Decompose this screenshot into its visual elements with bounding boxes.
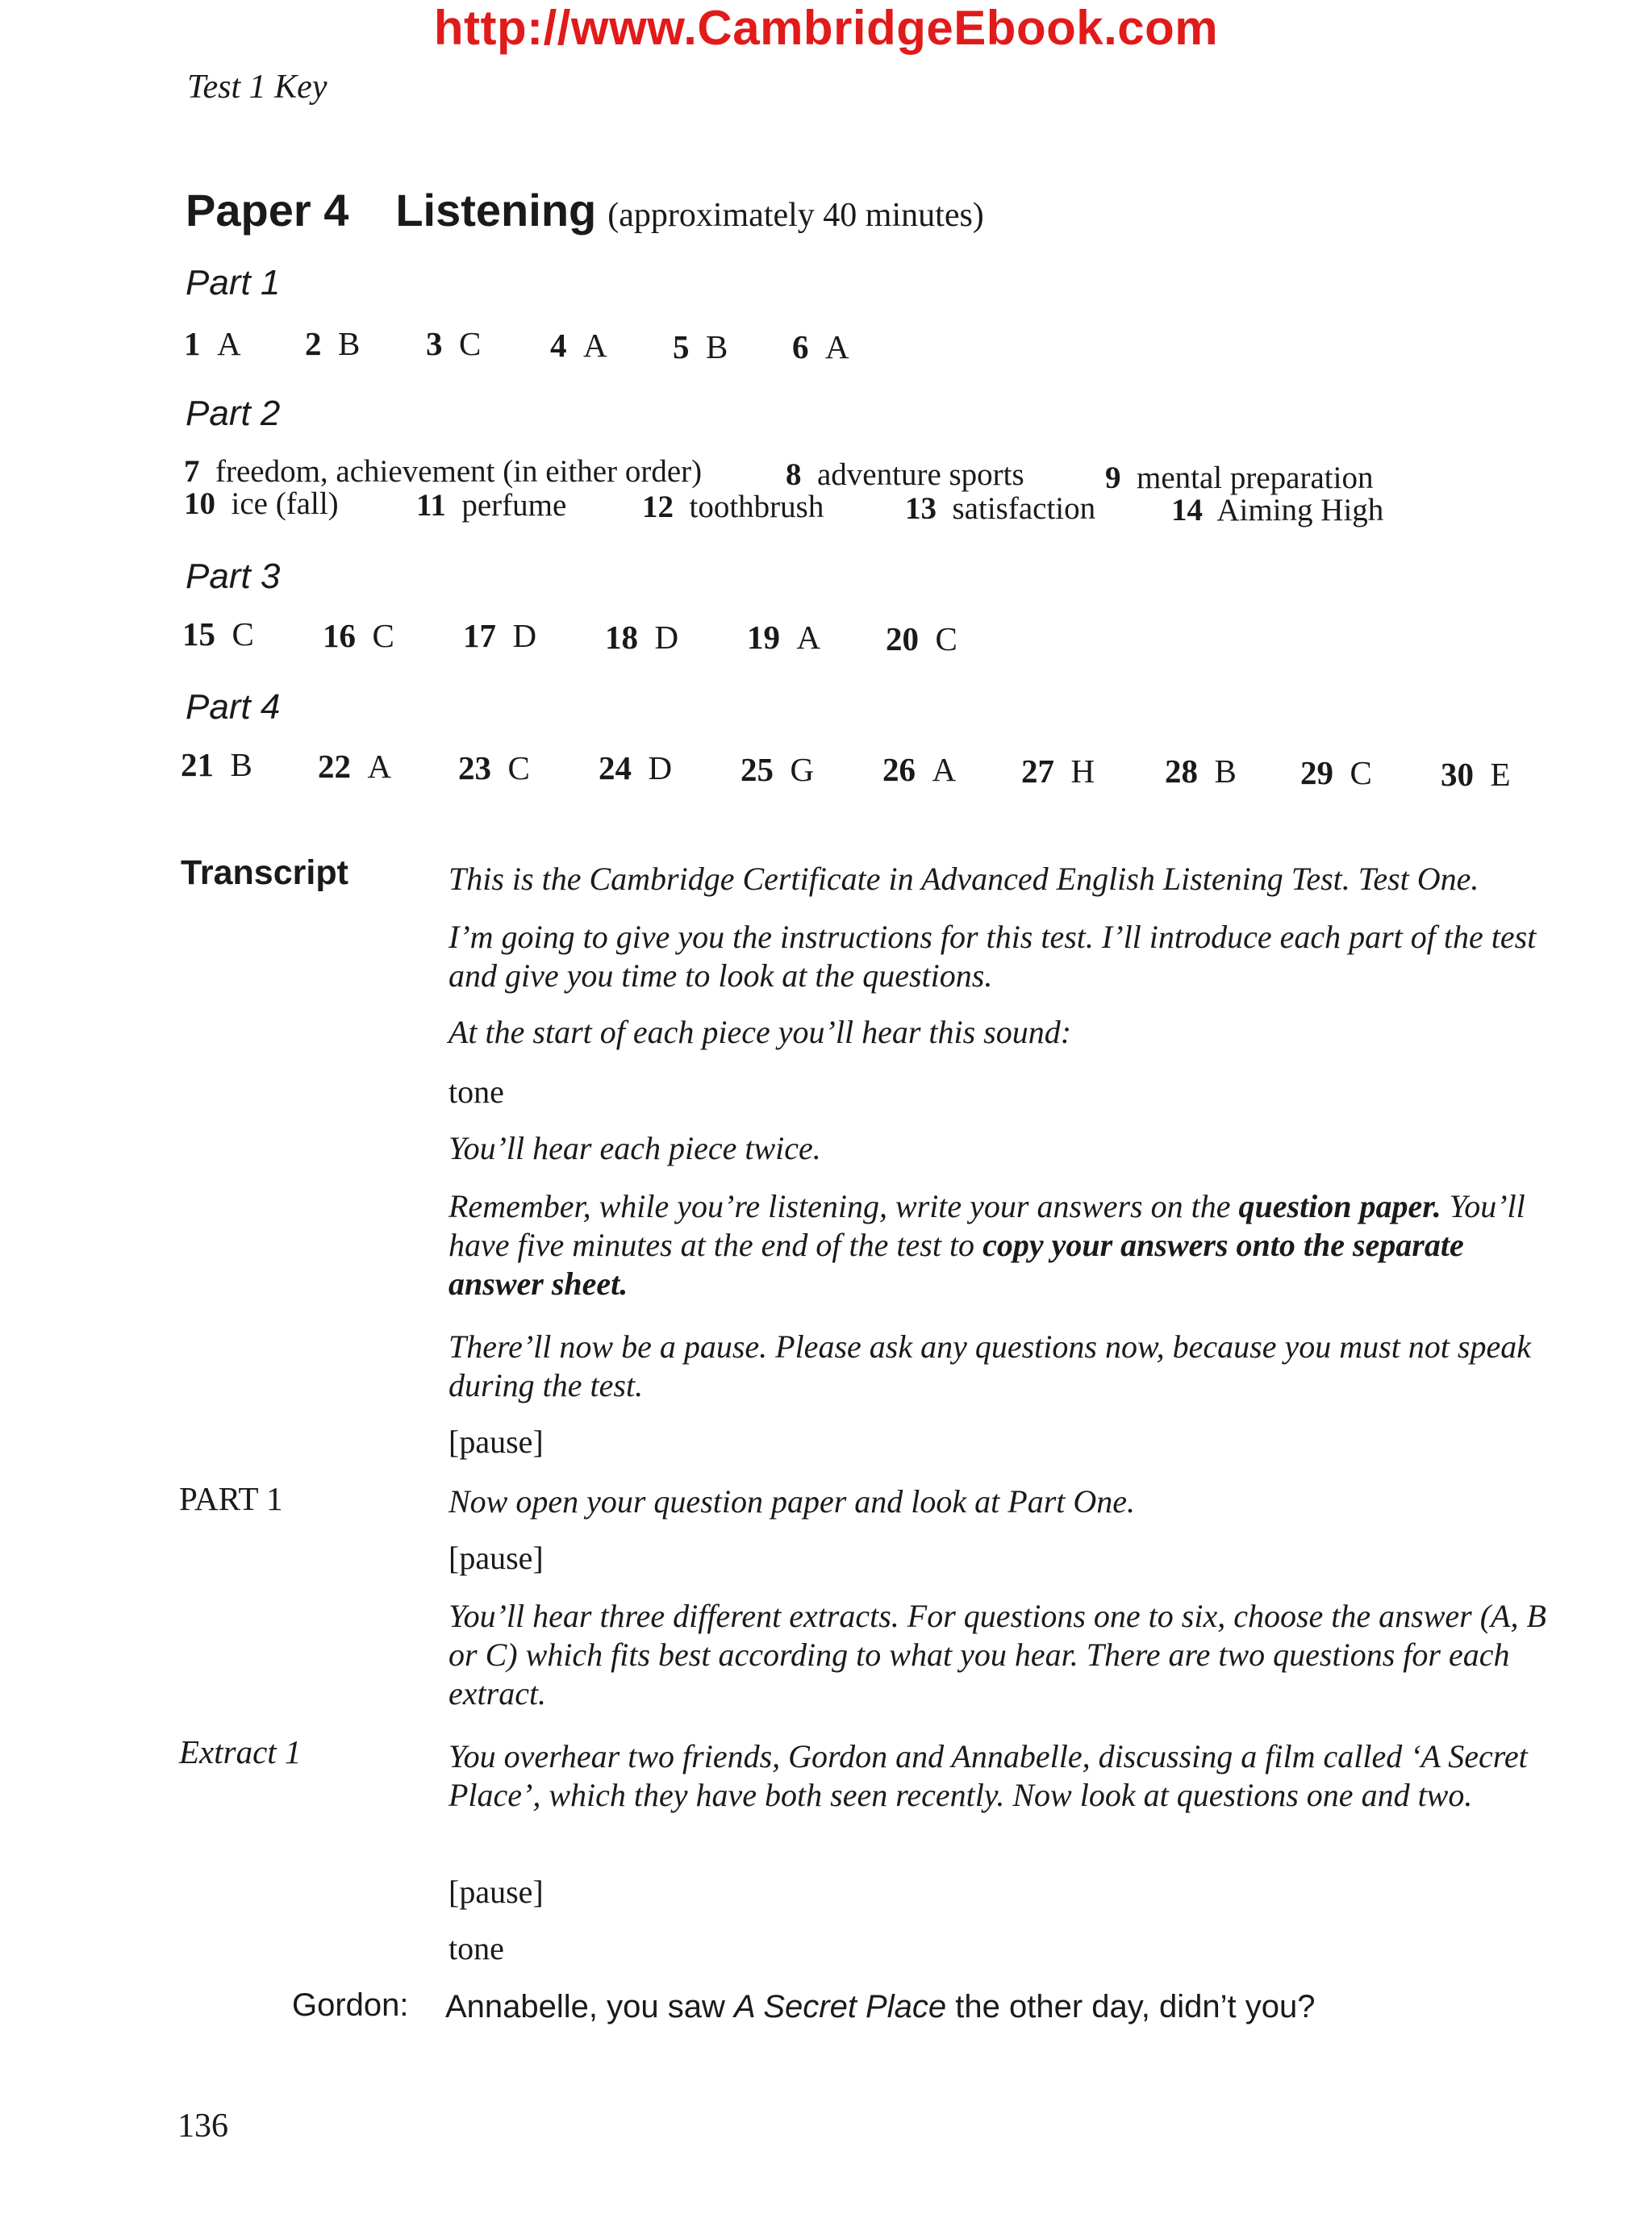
dialogue-line: Annabelle, you saw A Secret Place the other day, didn’t you? bbox=[445, 1989, 1316, 2024]
transcript-paragraph: Remember, while you’re listening, write your answers on the question paper. You’ll have five minutes at the end of the test to copy your answers onto the separate answer sheet. bbox=[448, 1188, 1525, 1302]
answer-item: 4 A bbox=[550, 327, 607, 364]
transcript-paragraph: There’ll now be a pause. Please ask any questions now, because you must not speak during the test. bbox=[448, 1328, 1531, 1403]
answer-item: 12 toothbrush bbox=[642, 490, 824, 524]
transcript-paragraph: At the start of each piece you’ll hear this sound: bbox=[448, 1014, 1072, 1050]
answer-item: 22 A bbox=[318, 748, 392, 785]
transcript-paragraph: You’ll hear three different extracts. For questions one to six, choose the answer (A, B or C) which fits best according to what you hear. There are two questions for each extract. bbox=[448, 1598, 1546, 1712]
answer-item: 17 D bbox=[463, 617, 537, 654]
answer-item: 26 A bbox=[882, 751, 957, 788]
answer-item: 30 E bbox=[1441, 756, 1511, 793]
tone-marker: tone bbox=[448, 1074, 504, 1110]
answer-item: 19 A bbox=[747, 619, 821, 656]
pause-marker: [pause] bbox=[448, 1540, 544, 1576]
answer-item: 21 B bbox=[181, 746, 252, 783]
paper-number: Paper 4 bbox=[186, 185, 349, 236]
answer-item: 24 D bbox=[599, 749, 673, 786]
answer-item: 2 B bbox=[305, 325, 361, 362]
answer-item: 15 C bbox=[182, 615, 254, 653]
page-title bbox=[186, 184, 984, 237]
transcript-paragraph: This is the Cambridge Certificate in Advanced English Listening Test. Test One. bbox=[448, 861, 1479, 897]
extract-label: Extract 1 bbox=[179, 1733, 302, 1770]
tone-marker: tone bbox=[448, 1930, 504, 1966]
answer-item: 16 C bbox=[323, 617, 394, 654]
answer-item: 9 mental preparation bbox=[1105, 461, 1374, 495]
answer-item: 6 A bbox=[792, 328, 849, 365]
transcript-paragraph: You’ll hear each piece twice. bbox=[448, 1130, 821, 1166]
part3-heading: Part 3 bbox=[186, 557, 281, 596]
answer-item: 1 A bbox=[184, 325, 241, 362]
speaker-label: Gordon: bbox=[292, 1987, 409, 2023]
watermark-url: http://www.CambridgeEbook.com bbox=[433, 1, 1219, 55]
answer-item: 11 perfume bbox=[416, 488, 567, 523]
answer-item: 28 B bbox=[1165, 753, 1237, 790]
page-number: 136 bbox=[177, 2108, 228, 2145]
answer-item: 13 satisfaction bbox=[905, 491, 1096, 526]
running-head: Test 1 Key bbox=[187, 69, 327, 106]
pause-marker: [pause] bbox=[448, 1874, 544, 1910]
transcript-paragraph: I’m going to give you the instructions for this test. I’ll introduce each part of the test and give you time to look at the questions. bbox=[448, 919, 1537, 994]
transcript-label: Transcript bbox=[181, 853, 348, 892]
answer-item: 5 B bbox=[673, 328, 728, 365]
answer-item: 29 C bbox=[1300, 754, 1372, 791]
transcript-paragraph: Now open your question paper and look at Part One. bbox=[448, 1483, 1136, 1520]
answer-item: 25 G bbox=[740, 751, 815, 788]
answer-item: 14 Aiming High bbox=[1171, 493, 1384, 527]
transcript-paragraph: You overhear two friends, Gordon and Annabelle, discussing a film called ‘A Secret Place’, which they have both seen recently. Now look at questions one and two. bbox=[448, 1738, 1528, 1813]
section-name: Listening bbox=[395, 185, 597, 236]
answer-item: 3 C bbox=[426, 325, 482, 362]
pause-marker: [pause] bbox=[448, 1424, 544, 1460]
answer-item: 20 C bbox=[886, 620, 957, 657]
part4-heading: Part 4 bbox=[186, 687, 281, 727]
part1-heading: Part 1 bbox=[186, 263, 281, 302]
part2-heading: Part 2 bbox=[186, 394, 281, 433]
answer-item: 27 H bbox=[1021, 753, 1095, 790]
part1-label: PART 1 bbox=[179, 1480, 283, 1517]
answer-item: 18 D bbox=[605, 619, 679, 656]
answer-item: 7 freedom, achievement (in either order) bbox=[184, 454, 703, 489]
answer-item: 23 C bbox=[458, 749, 530, 786]
answer-item: 10 ice (fall) bbox=[184, 486, 339, 521]
duration-note: (approximately 40 minutes) bbox=[607, 197, 984, 234]
answer-item: 8 adventure sports bbox=[786, 457, 1024, 492]
